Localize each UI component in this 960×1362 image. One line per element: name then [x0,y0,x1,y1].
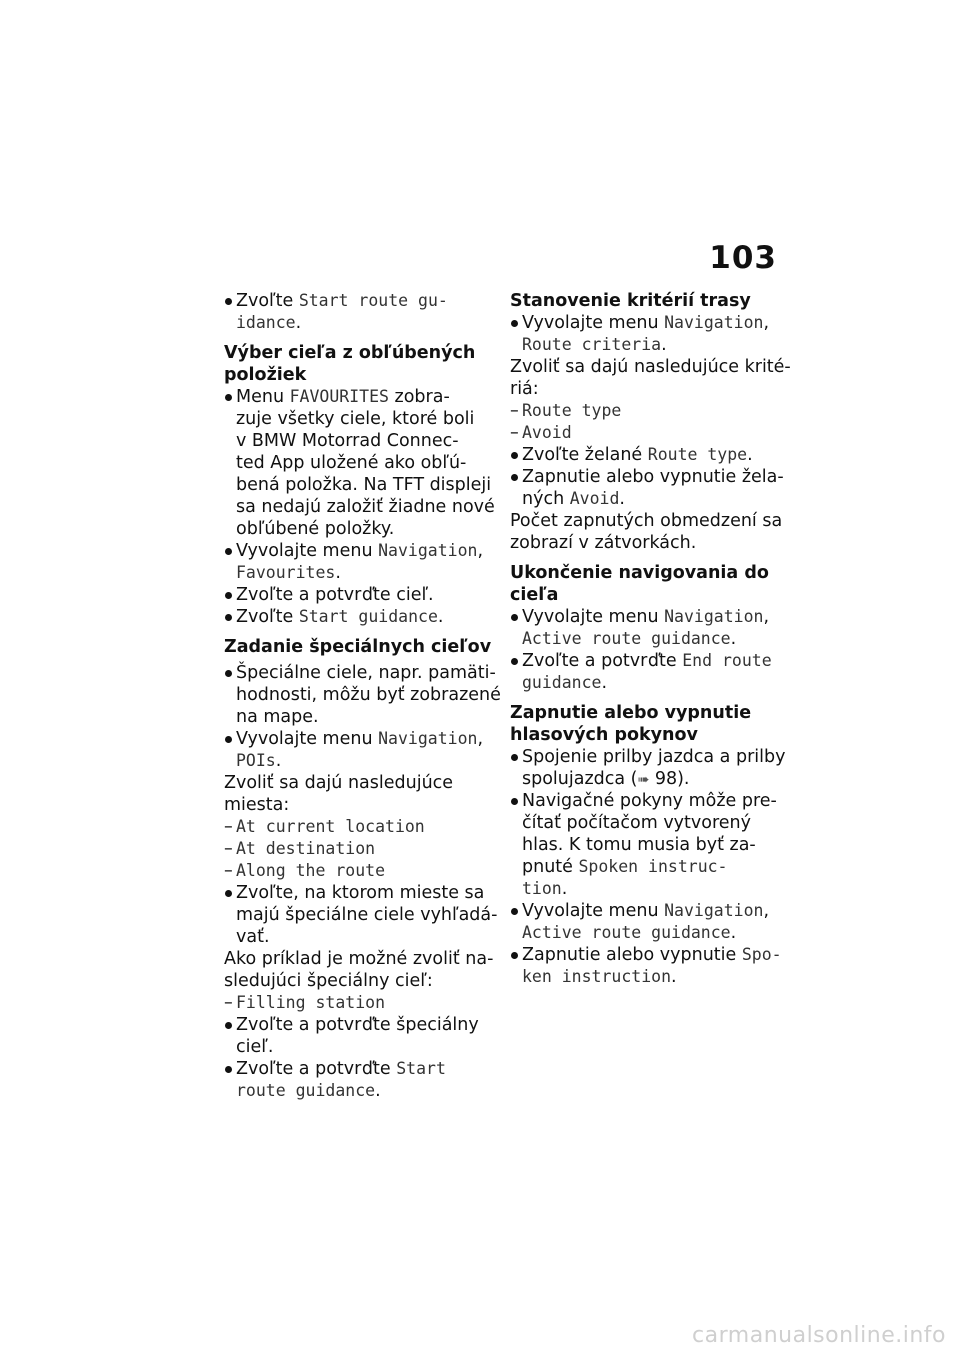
section-heading: Stanovenie kritérií trasy [510,291,751,311]
right-column [510,290,791,988]
list-item-continuation: zuje všetky ciele, ktoré boli [236,409,475,429]
list-item: Menu FAVOURITES zobra- [224,386,492,408]
paragraph-line: zobrazí v zátvorkách. [510,533,697,553]
paragraph-line: Počet zapnutých obmedzení sa [510,511,783,531]
list-item-continuation: pnuté Spoken instruc- [522,857,728,877]
watermark: carmanualsonline.info [692,1323,946,1348]
list-item-continuation: majú špeciálne ciele vyhľadá- [236,905,498,925]
list-item: Zvoľte a potvrďte Start [224,1058,492,1080]
list-item: Vyvolajte menu Navigation, [224,540,492,562]
list-item-continuation: tion. [522,879,568,899]
list-item: Vyvolajte menu Navigation, [510,606,778,628]
section-heading: hlasových pokynov [510,725,698,745]
list-item: Zvoľte a potvrďte End route [510,650,778,672]
list-item-continuation: spolujazdca (➠ 98). [522,769,690,789]
section-heading: Ukončenie navigovania do [510,563,769,583]
list-item: Zvoľte a potvrďte cieľ. [224,584,492,606]
list-item-continuation: ken instruction. [522,967,677,987]
list-item: Zvoľte Start guidance. [224,606,492,628]
list-item: Zapnutie alebo vypnutie žela- [510,466,778,488]
list-item-continuation: idance. [236,313,302,333]
list-item: Vyvolajte menu Navigation, [510,900,778,922]
list-item: Spojenie prilby jazdca a prilby [510,746,778,768]
list-item: Zvoľte želané Route type. [510,444,778,466]
list-item-continuation: vať. [236,927,270,947]
paragraph-line: sledujúci špeciálny cieľ: [224,971,433,991]
section-heading: Zapnutie alebo vypnutie [510,703,752,723]
list-item: Vyvolajte menu Navigation, [224,728,492,750]
dash-item: – Filling station [224,992,492,1014]
list-item-continuation: bená položka. Na TFT displeji [236,475,492,495]
paragraph-line: Zvoliť sa dajú nasledujúce [224,773,454,793]
list-item-continuation: route guidance. [236,1081,381,1101]
list-item: Navigačné pokyny môže pre- [510,790,778,812]
list-item-continuation: ted App uložené ako obľú- [236,453,467,473]
list-item: Zvoľte, na ktorom mieste sa [224,882,492,904]
dash-item: – Avoid [510,422,778,444]
list-item-continuation: hlas. K tomu musia byť za- [522,835,756,855]
section-heading: Výber cieľa z obľúbených [224,343,476,363]
dash-item: – At destination [224,838,492,860]
paragraph-line: Zvoliť sa dajú nasledujúce krité- [510,357,791,377]
dash-item: – Along the route [224,860,492,882]
dash-item: – At current location [224,816,492,838]
list-item-continuation: sa nedajú založiť žiadne nové [236,497,495,517]
list-item: Zapnutie alebo vypnutie Spo- [510,944,778,966]
left-column [224,290,501,1102]
section-heading: cieľa [510,585,559,605]
list-item-continuation: Active route guidance. [522,629,737,649]
page-reference-arrow-icon: ➠ [637,772,650,788]
section-heading: položiek [224,365,307,385]
section-heading: Zadanie špeciálnych cieľov [224,637,492,657]
list-item: Špeciálne ciele, napr. pamäti- [224,662,492,684]
list-item-continuation: POIs. [236,751,282,771]
list-item-continuation: čítať počítačom vytvorený [522,813,751,833]
list-item: Zvoľte a potvrďte špeciálny [224,1014,492,1036]
list-item-continuation: guidance. [522,673,608,693]
page-number: 103 [709,240,777,276]
paragraph-line: riá: [510,379,539,399]
paragraph-line: Ako príklad je možné zvoliť na- [224,949,494,969]
list-item-continuation: Route criteria. [522,335,667,355]
list-item-continuation: Active route guidance. [522,923,737,943]
list-item: Zvoľte Start route gu- [224,290,492,312]
dash-item: – Route type [510,400,778,422]
list-item-continuation: na mape. [236,707,319,727]
list-item-continuation: obľúbené položky. [236,519,395,539]
list-item-continuation: Favourites. [236,563,341,583]
list-item-continuation: ných Avoid. [522,489,625,509]
list-item-continuation: cieľ. [236,1037,274,1057]
list-item-continuation: hodnosti, môžu byť zobrazené [236,685,501,705]
list-item-continuation: v BMW Motorrad Connec- [236,431,459,451]
paragraph-line: miesta: [224,795,290,815]
list-item: Vyvolajte menu Navigation, [510,312,778,334]
